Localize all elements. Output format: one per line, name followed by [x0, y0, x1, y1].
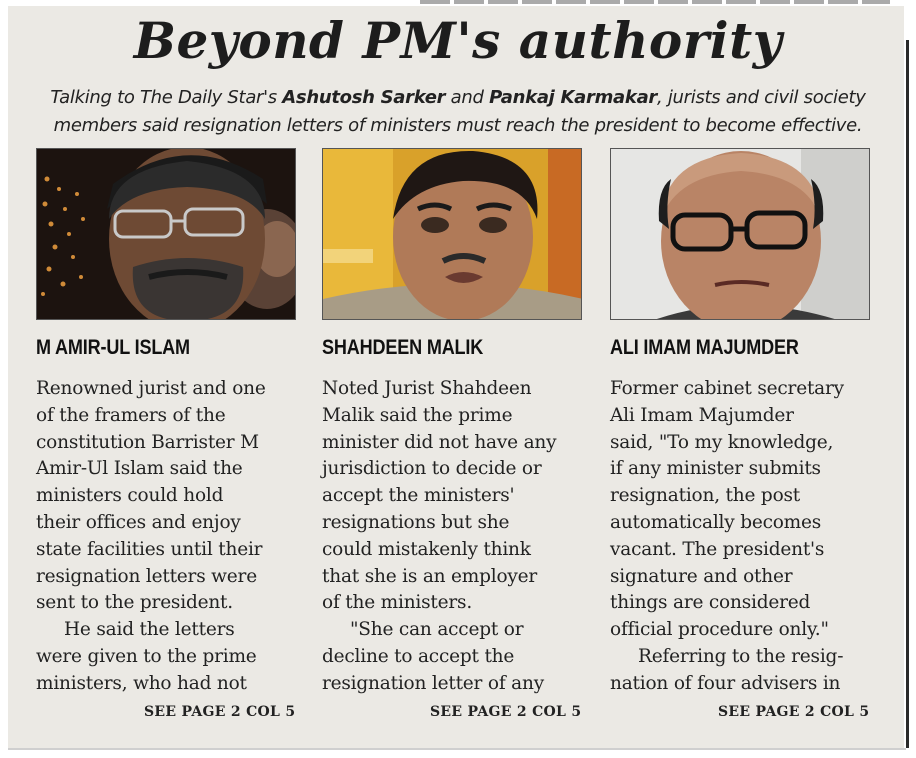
portrait-amir-ul-islam — [36, 148, 296, 320]
name-ali-imam-majumder: ALI IMAM MAJUMDER — [610, 336, 799, 359]
headline: Beyond PM's authority — [133, 11, 783, 70]
portrait-ali-imam-majumder — [610, 148, 870, 320]
name-amir-ul-islam: M AMIR-UL ISLAM — [36, 336, 190, 359]
jump-line-3: SEE PAGE 2 COL 5 — [718, 704, 870, 720]
column-3-paragraph-2: Referring to the resig- nation of four advisers in — [610, 645, 844, 694]
deck-reporter-2: Pankaj Karmakar — [489, 87, 657, 108]
portrait-shahdeen-malik — [322, 148, 582, 320]
column-body-3 — [610, 376, 880, 698]
bottom-edge-rule — [8, 748, 906, 750]
column-1-paragraph-2: He said the letters were given to the prime ministers, who had not — [36, 619, 257, 694]
column-3-paragraph-1: Former cabinet secretary Ali Imam Majumder said, "To my knowledge, if any minister submits resignation, the post automatically becomes vacant. The president's signature and other things are considered official procedure only." — [610, 378, 844, 641]
top-edge-rule — [420, 0, 890, 4]
column-1-paragraph-1: Renowned jurist and one of the framers of the constitution Barrister M Amir-Ul Islam said the ministers could hold their offices and enjoy state facilities until their resignation letters were sent to the president. — [36, 378, 266, 614]
jump-line-1: SEE PAGE 2 COL 5 — [144, 704, 296, 720]
right-edge-rule — [906, 40, 909, 748]
name-shahdeen-malik: SHAHDEEN MALIK — [322, 336, 484, 359]
column-2-paragraph-2: "She can accept or decline to accept the resignation letter of any — [322, 619, 544, 694]
column-body-2 — [322, 376, 592, 698]
deck-text — [30, 84, 886, 140]
jump-line-2: SEE PAGE 2 COL 5 — [430, 704, 582, 720]
deck-and: and — [445, 87, 490, 108]
deck-suffix: , jurists and civil society members said resignation letters of ministers must reach the president to become effective. — [53, 87, 866, 136]
column-body-1 — [36, 376, 306, 698]
deck-prefix: Talking to The Daily Star's — [50, 87, 283, 108]
deck-reporter-1: Ashutosh Sarker — [282, 87, 446, 108]
column-2-paragraph-1: Noted Jurist Shahdeen Malik said the prime minister did not have any jurisdiction to decide or accept the ministers' resignations but she could mistakenly think that she is an employer of the ministers. — [322, 378, 557, 614]
